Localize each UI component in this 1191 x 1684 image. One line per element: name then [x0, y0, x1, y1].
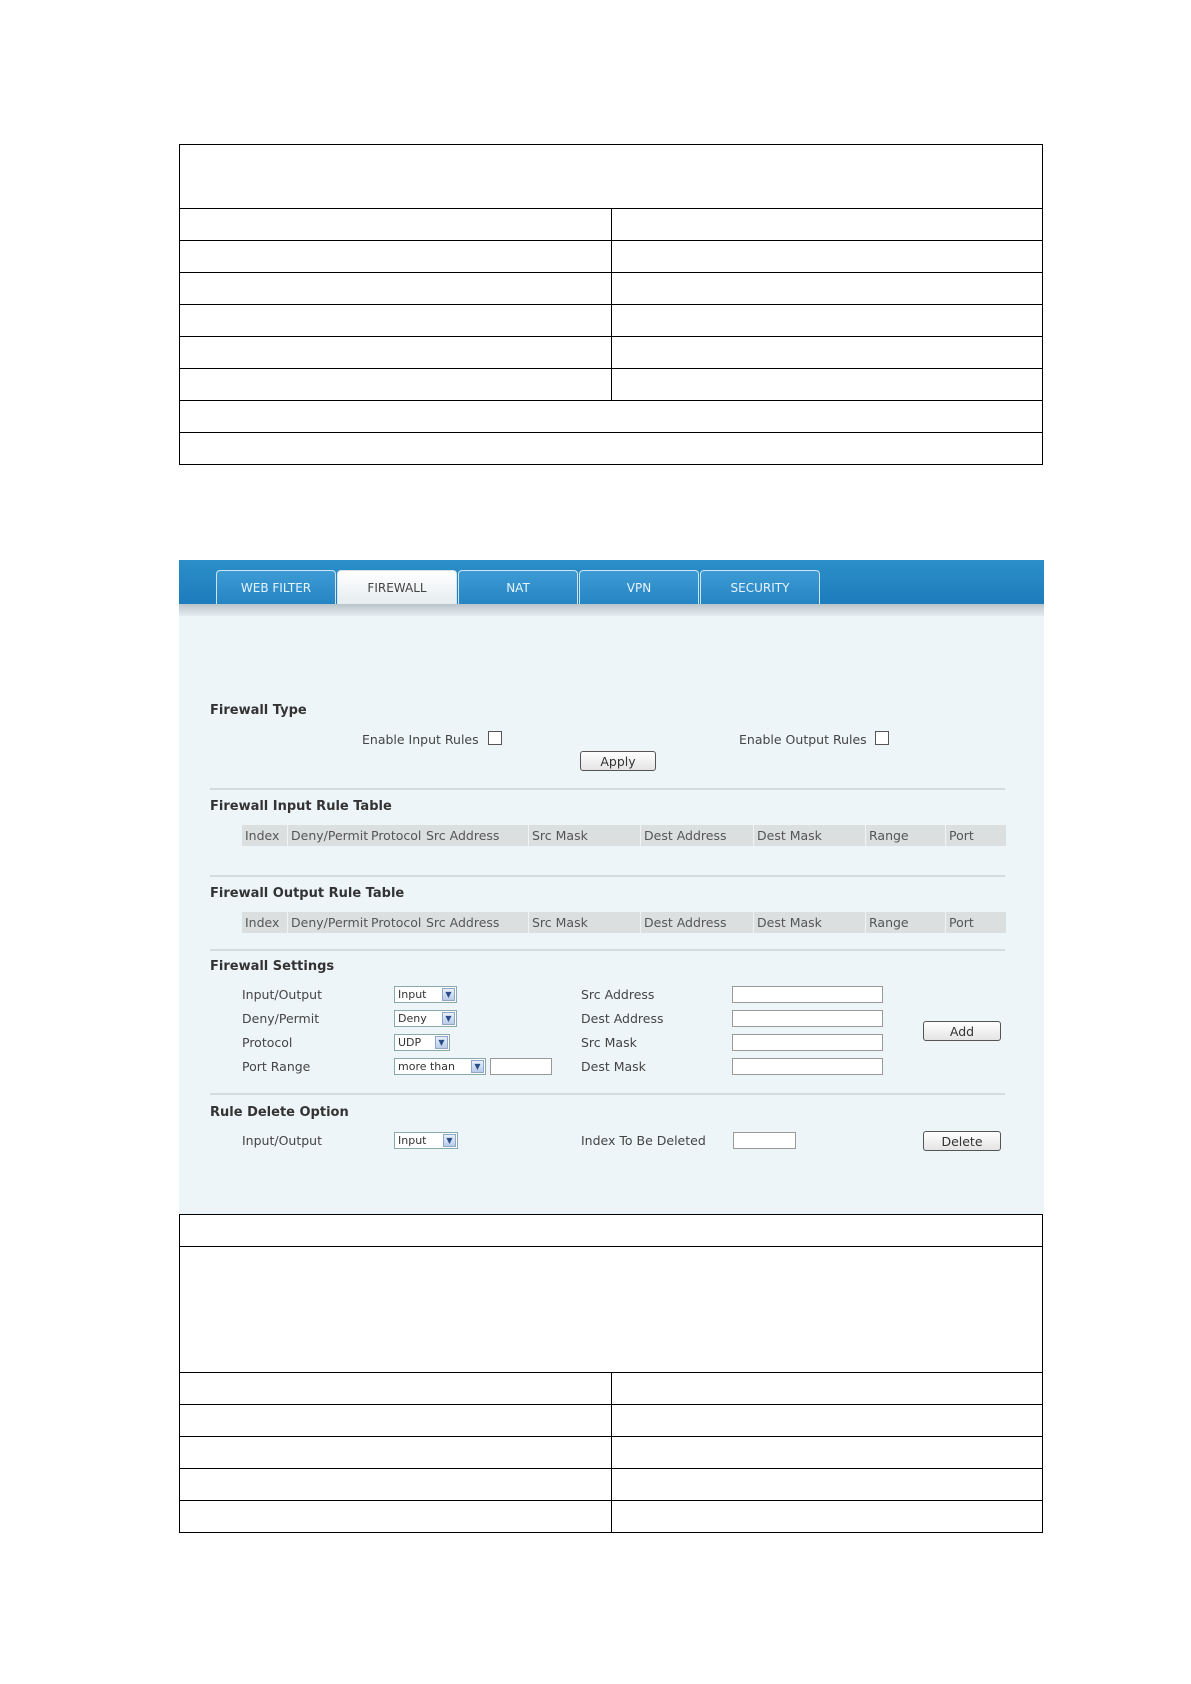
doc-cell — [180, 145, 1043, 209]
io-label: Input/Output — [242, 987, 322, 1002]
doc-cell — [611, 1501, 1043, 1533]
add-button[interactable]: Add — [923, 1021, 1001, 1041]
doc-cell — [611, 1469, 1043, 1501]
doc-cell — [611, 1437, 1043, 1469]
io-select[interactable] — [394, 986, 457, 1003]
delete-io-label: Input/Output — [242, 1133, 322, 1148]
tab-bar-shadow — [179, 604, 1044, 616]
doc-cell — [611, 1405, 1043, 1437]
col-dest-mask: Dest Mask — [754, 912, 866, 933]
port-range-label: Port Range — [242, 1059, 311, 1074]
doc-cell — [180, 369, 612, 401]
tab-security[interactable]: SECURITY — [700, 570, 820, 604]
col-port: Port — [949, 828, 974, 843]
col-dest-mask: Dest Mask — [754, 825, 866, 846]
deny-permit-select[interactable] — [394, 1010, 457, 1027]
col-src-address: Src Address — [423, 825, 529, 846]
tab-vpn[interactable]: VPN — [579, 570, 699, 604]
output-rule-table-title: Firewall Output Rule Table — [210, 886, 405, 901]
doc-cell — [180, 305, 612, 337]
divider — [210, 875, 1005, 877]
firewall-panel — [179, 560, 1044, 1214]
dest-mask-input[interactable] — [732, 1058, 883, 1075]
apply-button[interactable]: Apply — [580, 751, 656, 771]
index-to-delete-input[interactable] — [733, 1132, 796, 1149]
dest-mask-label: Dest Mask — [581, 1059, 646, 1074]
doc-cell — [180, 1437, 612, 1469]
protocol-select-value: UDP — [398, 1036, 422, 1049]
delete-io-select[interactable] — [394, 1132, 458, 1149]
doc-table-top — [179, 144, 1043, 465]
src-address-input[interactable] — [732, 986, 883, 1003]
port-range-input[interactable] — [490, 1058, 552, 1075]
firewall-settings-title: Firewall Settings — [210, 959, 335, 974]
chevron-down-icon: ▼ — [442, 988, 455, 1001]
col-index: Index — [242, 825, 288, 846]
chevron-down-icon: ▼ — [435, 1036, 448, 1049]
divider — [210, 949, 1005, 951]
chevron-down-icon: ▼ — [442, 1012, 455, 1025]
src-mask-input[interactable] — [732, 1034, 883, 1051]
rule-delete-option-title: Rule Delete Option — [210, 1105, 349, 1120]
chevron-down-icon: ▼ — [443, 1134, 456, 1147]
protocol-select[interactable] — [394, 1034, 450, 1051]
src-address-label: Src Address — [581, 987, 655, 1002]
input-rule-table-header — [242, 825, 1006, 846]
doc-cell — [180, 1469, 612, 1501]
col-dest-address: Dest Address — [641, 912, 754, 933]
delete-io-select-value: Input — [398, 1134, 427, 1147]
col-protocol: Protocol — [371, 828, 422, 843]
deny-permit-label: Deny/Permit — [242, 1011, 320, 1026]
doc-cell — [180, 401, 1043, 433]
enable-input-rules-checkbox[interactable] — [488, 731, 502, 745]
dest-address-input[interactable] — [732, 1010, 883, 1027]
tab-bar — [179, 560, 1044, 604]
io-select-value: Input — [398, 988, 427, 1001]
doc-cell — [180, 273, 612, 305]
divider — [210, 788, 1005, 790]
col-src-address: Src Address — [423, 912, 529, 933]
index-to-delete-label: Index To Be Deleted — [581, 1133, 706, 1148]
col-src-mask: Src Mask — [529, 912, 641, 933]
col-deny-permit: Deny/Permit — [291, 915, 369, 930]
enable-output-rules-checkbox[interactable] — [875, 731, 889, 745]
chevron-down-icon: ▼ — [471, 1060, 484, 1073]
col-range: Range — [866, 825, 946, 846]
doc-cell — [180, 433, 1043, 465]
doc-cell — [180, 1247, 1043, 1373]
col-range: Range — [866, 912, 946, 933]
divider — [210, 1093, 1005, 1095]
col-port: Port — [949, 915, 974, 930]
doc-cell — [611, 305, 1043, 337]
doc-cell — [611, 337, 1043, 369]
tab-web-filter[interactable]: WEB FILTER — [216, 570, 336, 604]
doc-cell — [180, 1405, 612, 1437]
doc-cell — [180, 1501, 612, 1533]
doc-cell — [180, 209, 612, 241]
doc-cell — [611, 273, 1043, 305]
port-range-select[interactable] — [394, 1058, 486, 1075]
port-range-select-value: more than — [398, 1060, 455, 1073]
doc-cell — [611, 209, 1043, 241]
protocol-label: Protocol — [242, 1035, 293, 1050]
doc-cell — [180, 337, 612, 369]
deny-permit-select-value: Deny — [398, 1012, 427, 1025]
firewall-type-title: Firewall Type — [210, 703, 307, 718]
output-rule-table-header — [242, 912, 1006, 933]
doc-cell — [180, 241, 612, 273]
col-src-mask: Src Mask — [529, 825, 641, 846]
doc-cell — [611, 241, 1043, 273]
doc-table-bottom — [179, 1214, 1043, 1533]
col-dest-address: Dest Address — [641, 825, 754, 846]
tab-nat[interactable]: NAT — [458, 570, 578, 604]
enable-input-rules-label: Enable Input Rules — [362, 732, 479, 747]
col-index: Index — [242, 912, 288, 933]
dest-address-label: Dest Address — [581, 1011, 664, 1026]
input-rule-table-title: Firewall Input Rule Table — [210, 799, 392, 814]
doc-cell — [180, 1215, 1043, 1247]
doc-cell — [180, 1373, 612, 1405]
doc-cell — [611, 1373, 1043, 1405]
doc-cell — [611, 369, 1043, 401]
enable-output-rules-label: Enable Output Rules — [739, 732, 867, 747]
col-deny-permit: Deny/Permit — [291, 828, 369, 843]
delete-button[interactable]: Delete — [923, 1131, 1001, 1151]
col-protocol: Protocol — [371, 915, 422, 930]
src-mask-label: Src Mask — [581, 1035, 637, 1050]
tab-firewall[interactable]: FIREWALL — [337, 570, 457, 604]
